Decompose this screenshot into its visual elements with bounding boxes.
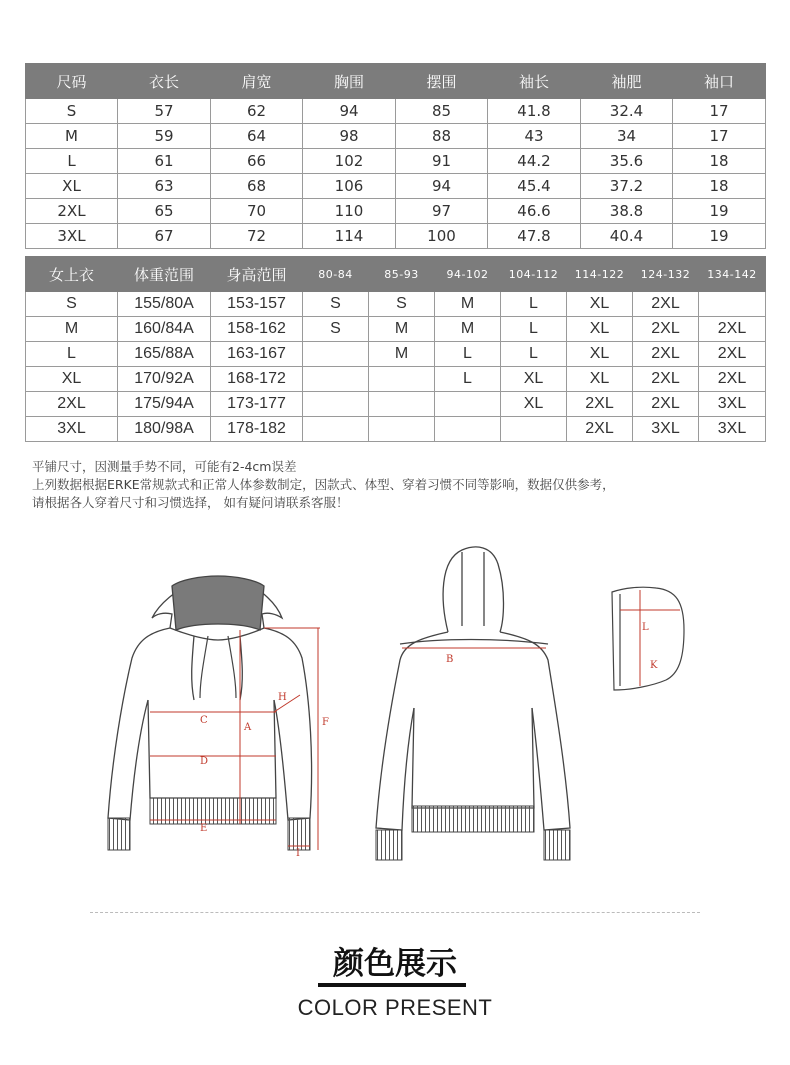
table-cell: 2XL bbox=[26, 392, 118, 417]
table-header-cell: 肩宽 bbox=[211, 64, 303, 99]
table-cell: 153-157 bbox=[211, 292, 303, 317]
table-cell: 37.2 bbox=[581, 174, 673, 199]
hoodie-back-illustration bbox=[376, 547, 570, 830]
table-cell bbox=[369, 417, 435, 442]
table-cell: 168-172 bbox=[211, 367, 303, 392]
table-cell: S bbox=[26, 292, 118, 317]
table-cell: 173-177 bbox=[211, 392, 303, 417]
table-cell: 2XL bbox=[633, 317, 699, 342]
men-table-header-row bbox=[26, 64, 766, 99]
table-cell: S bbox=[26, 99, 118, 124]
label-i: I bbox=[296, 848, 300, 859]
label-b: B bbox=[446, 654, 454, 665]
table-cell: 3XL bbox=[699, 392, 766, 417]
table-cell: M bbox=[26, 317, 118, 342]
table-header-cell: 袖口 bbox=[673, 64, 766, 99]
table-cell: S bbox=[303, 317, 369, 342]
table-cell: 19 bbox=[673, 224, 766, 249]
table-cell: L bbox=[501, 317, 567, 342]
table-row bbox=[26, 174, 766, 199]
note-line-3: 请根据各人穿着尺寸和习惯选择， 如有疑问请联系客服！ bbox=[32, 495, 349, 510]
table-row bbox=[26, 292, 766, 317]
table-cell: 44.2 bbox=[488, 149, 581, 174]
table-cell: 94 bbox=[303, 99, 396, 124]
table-cell: L bbox=[26, 342, 118, 367]
table-cell: 57 bbox=[118, 99, 211, 124]
table-header-cell: 94-102 bbox=[435, 257, 501, 292]
table-cell: 62 bbox=[211, 99, 303, 124]
table-cell: 59 bbox=[118, 124, 211, 149]
table-cell: 88 bbox=[396, 124, 488, 149]
table-cell: 35.6 bbox=[581, 149, 673, 174]
table-cell: L bbox=[435, 367, 501, 392]
table-cell: 106 bbox=[303, 174, 396, 199]
table-cell: 47.8 bbox=[488, 224, 581, 249]
label-c: C bbox=[200, 715, 208, 726]
table-cell bbox=[369, 392, 435, 417]
back-hem-rib bbox=[412, 806, 534, 832]
table-row bbox=[26, 367, 766, 392]
table-cell: 114 bbox=[303, 224, 396, 249]
table-cell: M bbox=[26, 124, 118, 149]
table-cell: 175/94A bbox=[118, 392, 211, 417]
table-cell: 70 bbox=[211, 199, 303, 224]
drawstrings bbox=[200, 636, 236, 698]
label-d: D bbox=[200, 756, 209, 767]
table-header-cell: 女上衣 bbox=[26, 257, 118, 292]
table-cell: 97 bbox=[396, 199, 488, 224]
table-cell: 18 bbox=[673, 174, 766, 199]
table-cell: 46.6 bbox=[488, 199, 581, 224]
table-cell: 91 bbox=[396, 149, 488, 174]
table-cell: 98 bbox=[303, 124, 396, 149]
table-cell: L bbox=[501, 342, 567, 367]
table-cell: L bbox=[435, 342, 501, 367]
table-cell: 2XL bbox=[26, 199, 118, 224]
table-cell: 40.4 bbox=[581, 224, 673, 249]
table-cell: 170/92A bbox=[118, 367, 211, 392]
table-cell: XL bbox=[567, 342, 633, 367]
table-header-cell: 尺码 bbox=[26, 64, 118, 99]
table-cell: XL bbox=[501, 392, 567, 417]
hoodie-measurement-diagram bbox=[100, 540, 700, 870]
table-header-cell: 114-122 bbox=[567, 257, 633, 292]
men-size-table bbox=[25, 63, 766, 249]
table-cell: M bbox=[369, 317, 435, 342]
section-divider bbox=[90, 912, 700, 913]
table-cell: 2XL bbox=[567, 417, 633, 442]
table-cell: 160/84A bbox=[118, 317, 211, 342]
right-cuff bbox=[288, 818, 310, 850]
table-cell bbox=[699, 292, 766, 317]
label-a: A bbox=[244, 722, 252, 733]
table-row bbox=[26, 224, 766, 249]
table-cell: 2XL bbox=[567, 392, 633, 417]
table-row bbox=[26, 199, 766, 224]
table-cell: 38.8 bbox=[581, 199, 673, 224]
table-cell: 17 bbox=[673, 99, 766, 124]
table-header-cell: 胸围 bbox=[303, 64, 396, 99]
table-cell: 68 bbox=[211, 174, 303, 199]
women-table-header-row bbox=[26, 257, 766, 292]
table-cell: 94 bbox=[396, 174, 488, 199]
table-cell: 2XL bbox=[699, 317, 766, 342]
section-title-underline bbox=[318, 983, 466, 987]
table-cell: XL bbox=[26, 367, 118, 392]
table-cell: L bbox=[26, 149, 118, 174]
table-cell: 32.4 bbox=[581, 99, 673, 124]
table-cell: 3XL bbox=[699, 417, 766, 442]
table-cell: 2XL bbox=[633, 367, 699, 392]
table-cell: M bbox=[435, 292, 501, 317]
table-row bbox=[26, 149, 766, 174]
table-cell: 3XL bbox=[26, 224, 118, 249]
table-cell: S bbox=[303, 292, 369, 317]
table-cell: XL bbox=[501, 367, 567, 392]
section-title-en: COLOR PRESENT bbox=[297, 995, 493, 1020]
back-left-cuff bbox=[376, 830, 402, 860]
table-cell bbox=[435, 392, 501, 417]
table-cell bbox=[303, 417, 369, 442]
table-cell bbox=[501, 417, 567, 442]
section-title-cn: 颜色展示 bbox=[333, 946, 457, 982]
table-cell: 2XL bbox=[633, 292, 699, 317]
table-header-cell: 104-112 bbox=[501, 257, 567, 292]
table-cell: 180/98A bbox=[118, 417, 211, 442]
table-header-cell: 80-84 bbox=[303, 257, 369, 292]
table-cell: XL bbox=[567, 367, 633, 392]
table-row bbox=[26, 392, 766, 417]
table-cell: XL bbox=[26, 174, 118, 199]
table-cell bbox=[435, 417, 501, 442]
table-cell bbox=[303, 367, 369, 392]
table-cell: 85 bbox=[396, 99, 488, 124]
table-header-cell: 体重范围 bbox=[118, 257, 211, 292]
table-cell: 158-162 bbox=[211, 317, 303, 342]
table-cell: 41.8 bbox=[488, 99, 581, 124]
table-cell: 18 bbox=[673, 149, 766, 174]
table-cell bbox=[369, 367, 435, 392]
table-header-cell: 134-142 bbox=[699, 257, 766, 292]
table-cell: XL bbox=[567, 292, 633, 317]
table-cell: 178-182 bbox=[211, 417, 303, 442]
table-cell bbox=[303, 392, 369, 417]
label-l: L bbox=[642, 622, 649, 633]
table-cell: 165/88A bbox=[118, 342, 211, 367]
table-cell: 155/80A bbox=[118, 292, 211, 317]
table-header-cell: 袖长 bbox=[488, 64, 581, 99]
label-f: F bbox=[322, 717, 329, 728]
table-cell: 2XL bbox=[699, 367, 766, 392]
table-cell: 100 bbox=[396, 224, 488, 249]
table-row bbox=[26, 317, 766, 342]
label-e: E bbox=[200, 823, 208, 834]
table-header-cell: 身高范围 bbox=[211, 257, 303, 292]
table-cell: 64 bbox=[211, 124, 303, 149]
table-cell: 43 bbox=[488, 124, 581, 149]
table-cell: 34 bbox=[581, 124, 673, 149]
table-cell: L bbox=[501, 292, 567, 317]
table-cell: XL bbox=[567, 317, 633, 342]
table-cell: 3XL bbox=[26, 417, 118, 442]
note-line-1: 平铺尺寸，因测量手势不同，可能有2-4cm误差 bbox=[32, 459, 297, 474]
label-h: H bbox=[278, 692, 287, 703]
table-cell: 61 bbox=[118, 149, 211, 174]
table-cell: 2XL bbox=[633, 392, 699, 417]
table-header-cell: 衣长 bbox=[118, 64, 211, 99]
table-cell: 45.4 bbox=[488, 174, 581, 199]
table-cell: M bbox=[435, 317, 501, 342]
size-notes bbox=[32, 458, 615, 512]
table-row bbox=[26, 99, 766, 124]
women-size-table bbox=[25, 256, 766, 442]
table-cell: 2XL bbox=[699, 342, 766, 367]
table-header-cell: 摆围 bbox=[396, 64, 488, 99]
table-header-cell: 85-93 bbox=[369, 257, 435, 292]
left-cuff bbox=[108, 818, 130, 850]
table-cell bbox=[303, 342, 369, 367]
table-cell: 66 bbox=[211, 149, 303, 174]
table-cell: S bbox=[369, 292, 435, 317]
table-cell: 63 bbox=[118, 174, 211, 199]
table-cell: 72 bbox=[211, 224, 303, 249]
table-cell: 102 bbox=[303, 149, 396, 174]
table-cell: 3XL bbox=[633, 417, 699, 442]
back-right-cuff bbox=[544, 830, 570, 860]
note-line-2: 上列数据根据ERKE常规款式和正常人体参数制定，因款式、体型、穿着习惯不同等影响，数据仅供参考， bbox=[32, 477, 615, 492]
table-cell: 110 bbox=[303, 199, 396, 224]
table-cell: 2XL bbox=[633, 342, 699, 367]
table-header-cell: 袖肥 bbox=[581, 64, 673, 99]
table-row bbox=[26, 417, 766, 442]
hood-detail-illustration bbox=[612, 587, 684, 690]
table-header-cell: 124-132 bbox=[633, 257, 699, 292]
table-row bbox=[26, 124, 766, 149]
table-row bbox=[26, 342, 766, 367]
label-k: K bbox=[650, 660, 658, 671]
table-cell: 17 bbox=[673, 124, 766, 149]
table-cell: M bbox=[369, 342, 435, 367]
table-cell: 19 bbox=[673, 199, 766, 224]
table-cell: 65 bbox=[118, 199, 211, 224]
table-cell: 67 bbox=[118, 224, 211, 249]
table-cell: 163-167 bbox=[211, 342, 303, 367]
